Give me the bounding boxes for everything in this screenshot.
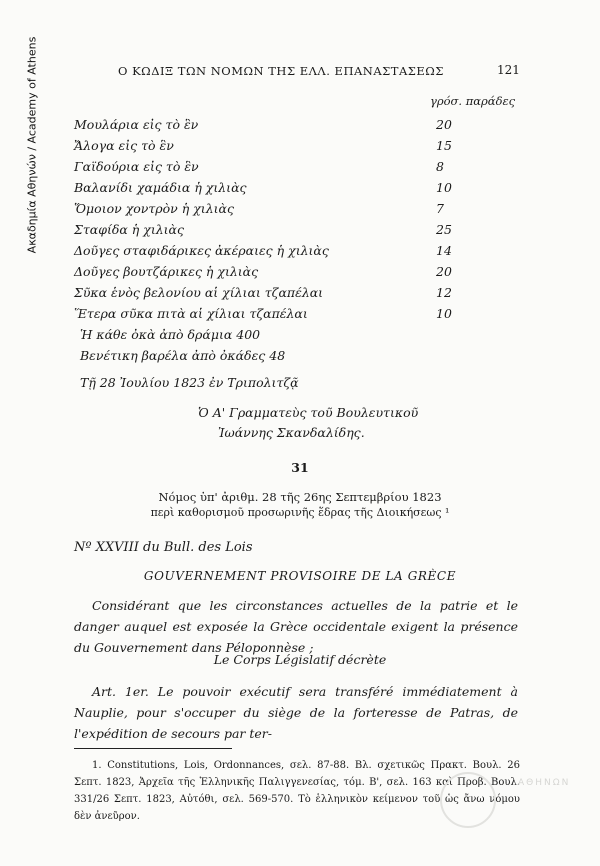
price-row xyxy=(74,117,474,135)
item-value: 10 xyxy=(436,180,452,195)
item-label: Γαϊδούρια εἰς τὸ ἓν xyxy=(74,159,199,174)
decree-line: Le Corps Législatif décrète xyxy=(213,652,387,667)
item-value: 25 xyxy=(436,222,452,237)
price-row xyxy=(74,159,474,177)
measure-note: Ἡ κάθε ὀκὰ ἀπὸ δράμια 400 xyxy=(80,327,261,342)
seal-emblem-icon xyxy=(440,772,496,828)
seal-watermark xyxy=(440,772,570,832)
signature-name: Ἰωάννης Σκανδαλίδης. xyxy=(218,425,365,440)
law-subtitle: περὶ καθορισμοῦ προσωρινῆς ἕδρας τῆς Διοικήσεως ¹ xyxy=(150,506,450,519)
item-label: Ἕτερα σῦκα πιτὰ αἱ χίλιαι τζαπέλαι xyxy=(74,306,308,321)
item-label: Βαλανίδι χαμάδια ἡ χιλιὰς xyxy=(74,180,247,195)
item-value: 20 xyxy=(436,264,452,279)
price-row xyxy=(74,306,474,324)
item-label: Σταφίδα ἡ χιλιὰς xyxy=(74,222,184,237)
dateline: Τῇ 28 Ἰουλίου 1823 ἐν Τριπολιτζᾷ xyxy=(80,375,299,390)
article-paragraph: Art. 1er. Le pouvoir exécutif sera transféré immédiatement à Nauplie, pour s'occuper du siège de la forteresse de Patras, de l'expédition de secours par ter- xyxy=(74,684,518,741)
price-column-header: γρόσ. παράδες xyxy=(430,94,516,108)
bulletin-reference: Nº XXVIII du Bull. des Lois xyxy=(74,540,253,555)
considerant-paragraph: Considérant que les circonstances actuelles de la patrie et le danger auquel est exposée la Grèce occidentale exigent la présence du Gouvernement dans Péloponnèse ; xyxy=(74,598,518,655)
item-label: Ὅμοιον χοντρὸν ἡ χιλιὰς xyxy=(74,201,234,216)
page-number: 121 xyxy=(497,63,520,77)
item-value: 14 xyxy=(436,243,452,258)
side-watermark-text: Ακαδημία Αθηνών / Academy of Athens xyxy=(25,36,39,254)
item-label: Ἄλογα εἰς τὸ ἓν xyxy=(74,138,174,153)
price-row xyxy=(74,201,474,219)
price-row xyxy=(74,180,474,198)
law-title: Νόμος ὑπ' ἀριθμ. 28 τῆς 26ης Σεπτεμβρίου 1823 xyxy=(158,490,442,504)
side-watermark xyxy=(24,36,40,254)
government-heading: GOUVERNEMENT PROVISOIRE DE LA GRÈCE xyxy=(143,569,457,583)
measure-note: Βενέτικη βαρέλα ἀπὸ ὀκάδες 48 xyxy=(80,348,286,363)
item-value: 10 xyxy=(436,306,452,321)
item-value: 20 xyxy=(436,117,452,132)
item-label: Δοῦγες σταφιδάρικες ἀκέραιες ἡ χιλιὰς xyxy=(74,243,329,258)
running-title: Ο ΚΩΔΙΞ ΤΩΝ ΝΟΜΩΝ ΤΗΣ ΕΛΛ. ΕΠΑΝΑΣΤΑΣΕΩΣ xyxy=(118,64,444,78)
item-value: 15 xyxy=(436,138,452,153)
item-label: Μουλάρια εἰς τὸ ἓν xyxy=(74,117,199,132)
price-row xyxy=(74,243,474,261)
footnote-divider xyxy=(74,748,232,749)
item-value: 8 xyxy=(436,159,444,174)
seal-watermark-text: ΑΘΗΝΩΝ xyxy=(518,778,571,788)
item-value: 12 xyxy=(436,285,452,300)
item-label: Σῦκα ἑνὸς βελονίου αἱ χίλιαι τζαπέλαι xyxy=(74,285,324,300)
item-value: 7 xyxy=(436,201,444,216)
price-row xyxy=(74,222,474,240)
price-row xyxy=(74,264,474,282)
footnote: 1. Constitutions, Lois, Ordonnances, σελ. 87-88. Βλ. σχετικῶς Πρακτ. Βουλ. 26 Σεπτ. 1823, Ἀρχεῖα τῆς Ἑλληνικῆς Παλιγγενεσίας, τόμ. Β', σελ. 163 καὶ Προβ. Βουλ. 331/26 Σεπτ. 1823, Αὐτόθι, σελ. 569-570. Τὸ ἑλληνικὸν κείμενον τοῦ ὡς ἄνω νόμου δὲν ἀνεῦρον. xyxy=(74,760,520,822)
section-number: 31 xyxy=(291,460,309,475)
item-label: Δοῦγες βουτζάρικες ἡ χιλιὰς xyxy=(74,264,259,279)
signature-title: Ὁ Α' Γραμματεὺς τοῦ Βουλευτικοῦ xyxy=(198,405,419,420)
price-row xyxy=(74,138,474,156)
price-row xyxy=(74,285,474,303)
